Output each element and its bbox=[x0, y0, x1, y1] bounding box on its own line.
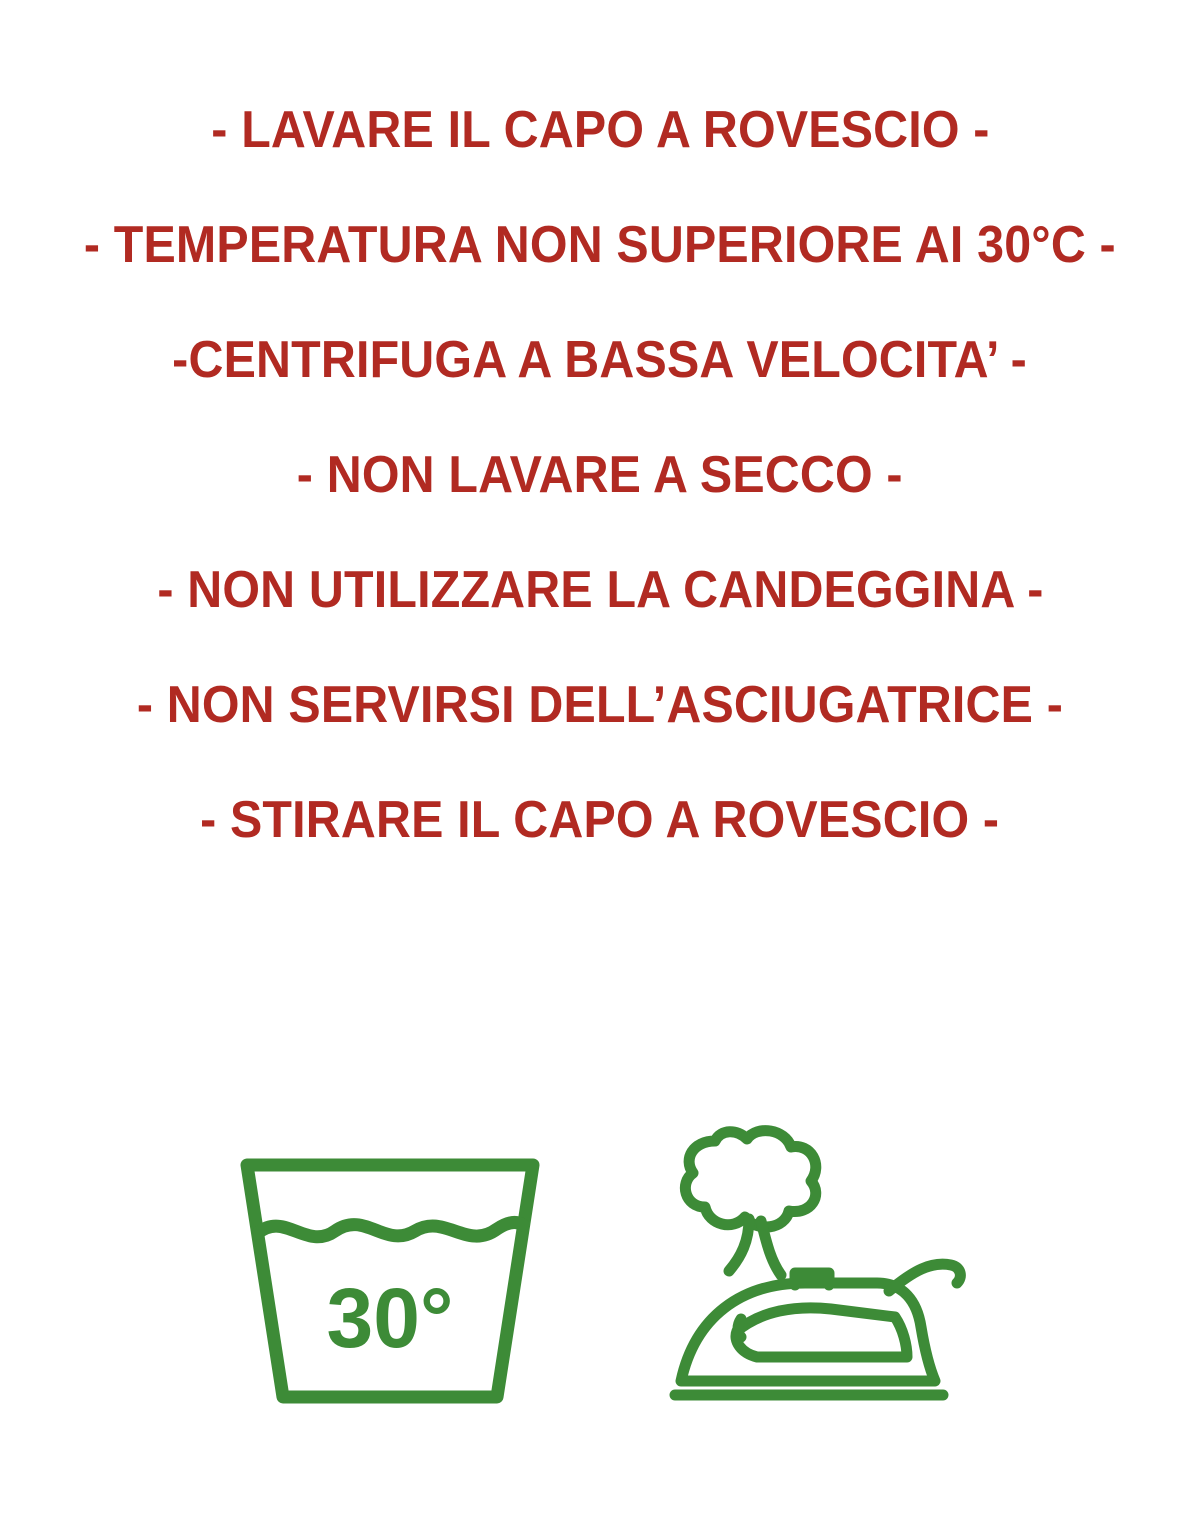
wash-temperature-label: 30° bbox=[326, 1271, 454, 1365]
wash-tub-icon bbox=[225, 1125, 555, 1425]
instruction-line: - NON UTILIZZARE LA CANDEGGINA - bbox=[156, 561, 1044, 620]
instruction-line: - LAVARE IL CAPO A ROVESCIO - bbox=[210, 101, 990, 159]
care-symbols-row bbox=[0, 1095, 1200, 1425]
instruction-line: - STIRARE IL CAPO A ROVESCIO - bbox=[200, 791, 1000, 850]
instruction-line: - TEMPERATURA NON SUPERIORE AI 30°C - bbox=[83, 216, 1117, 275]
instruction-line: -CENTRIFUGA A BASSA VELOCITA’ - bbox=[172, 331, 1028, 390]
steam-iron-icon bbox=[645, 1095, 975, 1425]
instruction-line: - NON SERVIRSI DELL’ASCIUGATRICE - bbox=[136, 676, 1064, 735]
instruction-line: - NON LAVARE A SECCO - bbox=[297, 446, 903, 505]
